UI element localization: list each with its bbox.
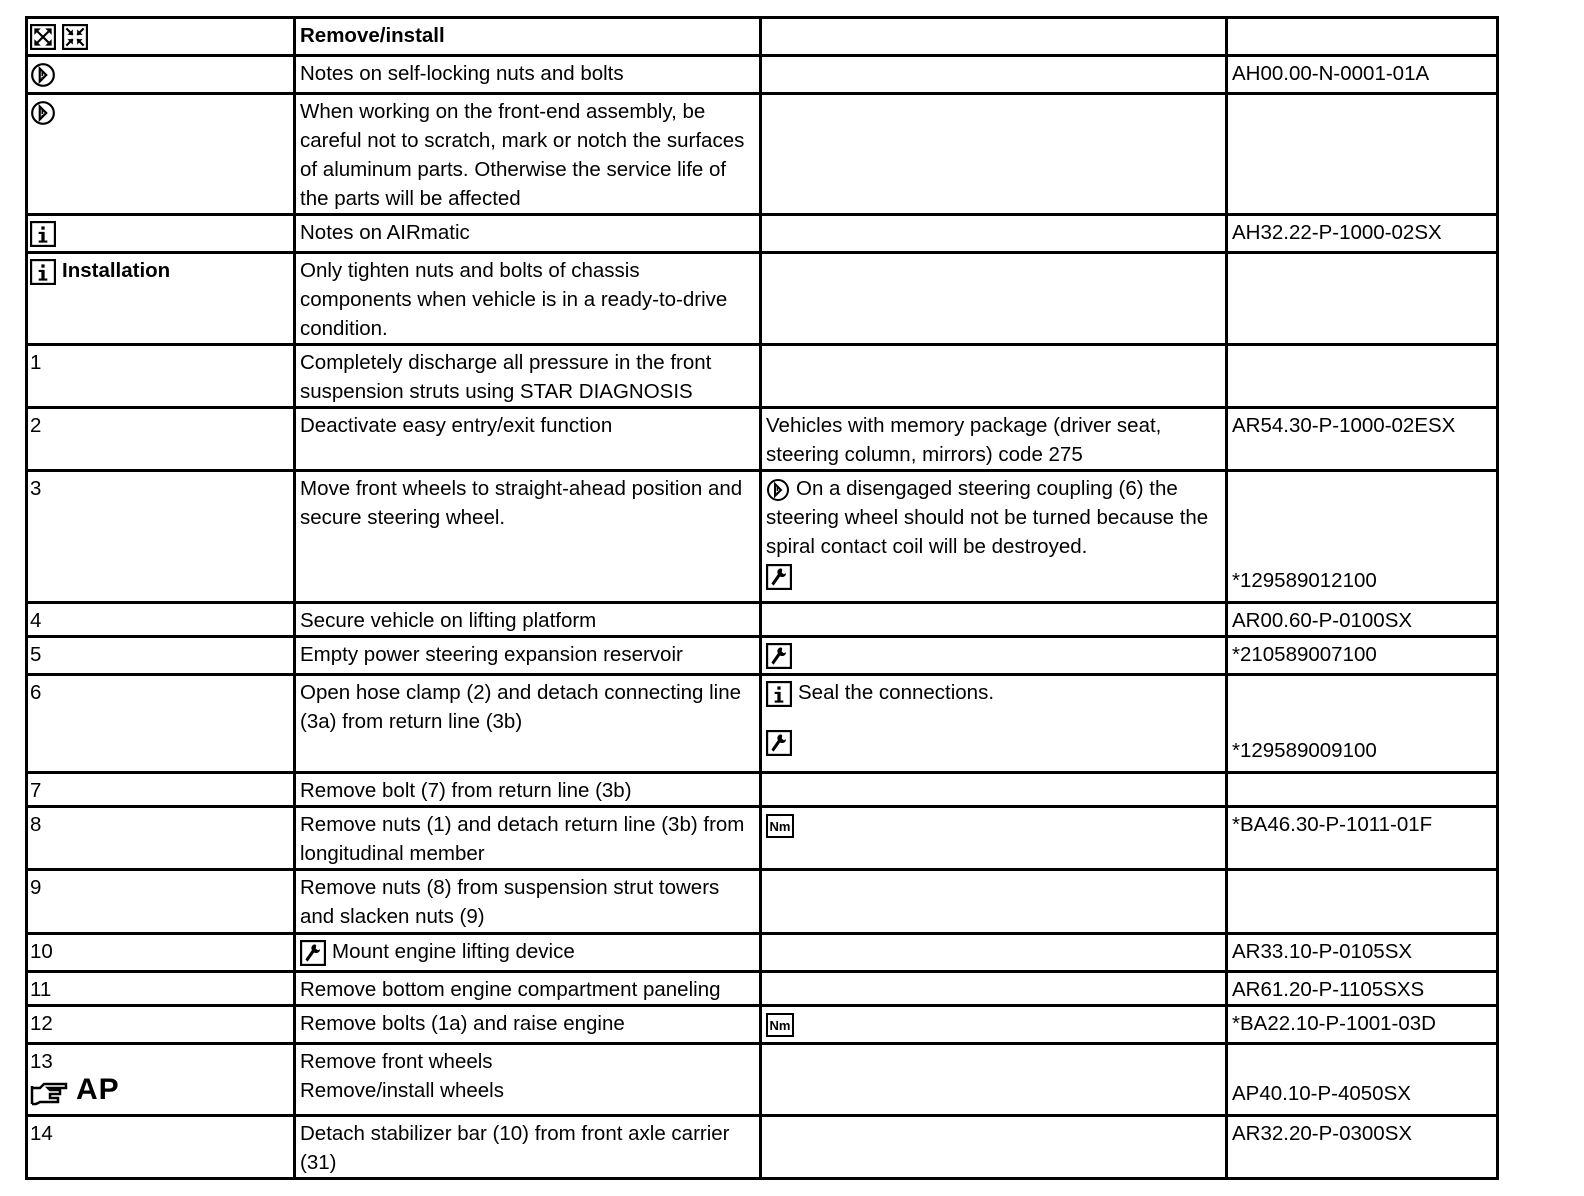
remark-cell [761, 870, 1227, 934]
header-empty-remark [761, 18, 1227, 56]
text-cell: Notes on AIRmatic [295, 215, 761, 253]
remark-cell [761, 345, 1227, 408]
table-row [27, 637, 1498, 675]
step-number: 6 [27, 675, 295, 773]
ref-cell[interactable]: *BA46.30-P-1011-01F [1227, 807, 1498, 870]
table-row [27, 934, 1498, 972]
ref-cell[interactable]: AR00.60-P-0100SX [1227, 603, 1498, 637]
remark-cell [761, 972, 1227, 1006]
table-row [27, 1044, 1498, 1116]
table-row [27, 1006, 1498, 1044]
remark-text: Seal the connections. [798, 681, 995, 704]
remark-cell [761, 773, 1227, 807]
step-number: 1 [27, 345, 295, 408]
ref-cell [1227, 345, 1498, 408]
remark-cell [761, 603, 1227, 637]
step-number: 5 [27, 637, 295, 675]
installation-label: Installation [62, 259, 171, 282]
ref-cell [1227, 94, 1498, 215]
step-cell [27, 56, 295, 94]
torque-icon[interactable] [766, 1013, 794, 1037]
table-row [27, 972, 1498, 1006]
remark-cell [761, 1116, 1227, 1179]
remark-cell [761, 215, 1227, 253]
remark-text: On a disengaged steering coupling (6) the steering wheel should not be turned because the spiral contact coil will be destroyed. [766, 477, 1209, 558]
step-number: 7 [27, 773, 295, 807]
text-cell: Open hose clamp (2) and detach connecting line (3a) from return line (3b) [295, 675, 761, 773]
ref-cell[interactable]: AH32.22-P-1000-02SX [1227, 215, 1498, 253]
ref-cell[interactable]: *210589007100 [1227, 637, 1498, 675]
table-row [27, 870, 1498, 934]
page-title: Remove/install [300, 24, 445, 47]
step-text: Mount engine lifting device [332, 940, 575, 963]
text-cell: Secure vehicle on lifting platform [295, 603, 761, 637]
step-number: 10 [27, 934, 295, 972]
ref-cell[interactable]: AR61.20-P-1105SXS [1227, 972, 1498, 1006]
table-row [27, 56, 1498, 94]
info-icon [766, 681, 792, 707]
text-cell: Remove front wheels Remove/install wheels [295, 1044, 761, 1116]
table-row [27, 345, 1498, 408]
step-cell [27, 215, 295, 253]
remark-cell [761, 934, 1227, 972]
remark-cell: Vehicles with memory package (driver seat, steering column, mirrors) code 275 [761, 408, 1227, 471]
ref-cell[interactable]: *129589009100 [1227, 675, 1498, 773]
header-title [295, 18, 761, 56]
step-number: 12 [27, 1006, 295, 1044]
pointing-hand-icon [30, 1080, 70, 1108]
ref-cell[interactable]: AR54.30-P-1000-02ESX [1227, 408, 1498, 471]
step-number: 8 [27, 807, 295, 870]
text-cell: Remove bolt (7) from return line (3b) [295, 773, 761, 807]
expand-icon[interactable] [30, 24, 56, 50]
text-cell: Only tighten nuts and bolts of chassis components when vehicle is in a ready-to-drive condition. [295, 253, 761, 345]
text-cell: Notes on self-locking nuts and bolts [295, 56, 761, 94]
table-row [27, 94, 1498, 215]
ref-cell[interactable]: AH00.00-N-0001-01A [1227, 56, 1498, 94]
remark-cell [761, 675, 1227, 773]
step-cell [27, 94, 295, 215]
tool-icon[interactable] [766, 730, 792, 756]
info-icon [30, 221, 56, 247]
remark-cell [761, 1006, 1227, 1044]
header-empty-ref [1227, 18, 1498, 56]
remark-cell [761, 471, 1227, 603]
text-cell: Remove bottom engine compartment paneling [295, 972, 761, 1006]
step-number: 14 [27, 1116, 295, 1179]
remark-cell [761, 94, 1227, 215]
ref-cell [1227, 773, 1498, 807]
remark-cell [761, 807, 1227, 870]
remark-cell [761, 1044, 1227, 1116]
text-cell: Deactivate easy entry/exit function [295, 408, 761, 471]
table-row [27, 773, 1498, 807]
ref-cell[interactable]: AR33.10-P-0105SX [1227, 934, 1498, 972]
tool-icon[interactable] [766, 643, 792, 669]
ref-cell[interactable]: *129589012100 [1227, 471, 1498, 603]
tool-icon[interactable] [766, 564, 792, 590]
warning-icon [30, 100, 56, 126]
ref-cell[interactable]: AR32.20-P-0300SX [1227, 1116, 1498, 1179]
ref-cell[interactable]: *BA22.10-P-1001-03D [1227, 1006, 1498, 1044]
step-number: 3 [27, 471, 295, 603]
remark-cell [761, 637, 1227, 675]
header-icons-cell [27, 18, 295, 56]
step-cell [27, 253, 295, 345]
torque-label: Nm [769, 1017, 791, 1033]
collapse-icon[interactable] [62, 24, 88, 50]
remark-cell [761, 253, 1227, 345]
text-cell: Empty power steering expansion reservoir [295, 637, 761, 675]
text-cell: Move front wheels to straight-ahead position and secure steering wheel. [295, 471, 761, 603]
table-row [27, 1116, 1498, 1179]
remark-cell [761, 56, 1227, 94]
text-cell: Detach stabilizer bar (10) from front axle carrier (31) [295, 1116, 761, 1179]
procedure-table [25, 16, 1499, 1180]
info-icon [30, 259, 56, 285]
torque-label: Nm [769, 818, 791, 834]
warning-icon [30, 62, 56, 88]
table-row [27, 408, 1498, 471]
table-row [27, 471, 1498, 603]
text-cell: Remove nuts (1) and detach return line (3b) from longitudinal member [295, 807, 761, 870]
text-cell: Completely discharge all pressure in the front suspension struts using STAR DIAGNOSIS [295, 345, 761, 408]
ap-label: AP [76, 1073, 120, 1106]
ap-marker[interactable] [30, 1073, 289, 1108]
table-row [27, 807, 1498, 870]
text-cell [295, 934, 761, 972]
table-row [27, 215, 1498, 253]
ref-cell [1227, 253, 1498, 345]
text-cell: Remove nuts (8) from suspension strut towers and slacken nuts (9) [295, 870, 761, 934]
ref-cell[interactable]: AP40.10-P-4050SX [1227, 1044, 1498, 1116]
step-number: 4 [27, 603, 295, 637]
warning-icon [766, 478, 790, 502]
torque-icon[interactable] [766, 814, 794, 838]
table-row [27, 253, 1498, 345]
text-cell: When working on the front-end assembly, be careful not to scratch, mark or notch the surfaces of aluminum parts. Otherwise the service life of the parts will be affected [295, 94, 761, 215]
step-number: 9 [27, 870, 295, 934]
step-number: 13 [30, 1050, 53, 1073]
step-number: 11 [27, 972, 295, 1006]
step-cell [27, 1044, 295, 1116]
tool-icon[interactable] [300, 940, 326, 966]
table-row [27, 675, 1498, 773]
table-row [27, 603, 1498, 637]
text-cell: Remove bolts (1a) and raise engine [295, 1006, 761, 1044]
header-row [27, 18, 1498, 56]
step-number: 2 [27, 408, 295, 471]
ref-cell [1227, 870, 1498, 934]
